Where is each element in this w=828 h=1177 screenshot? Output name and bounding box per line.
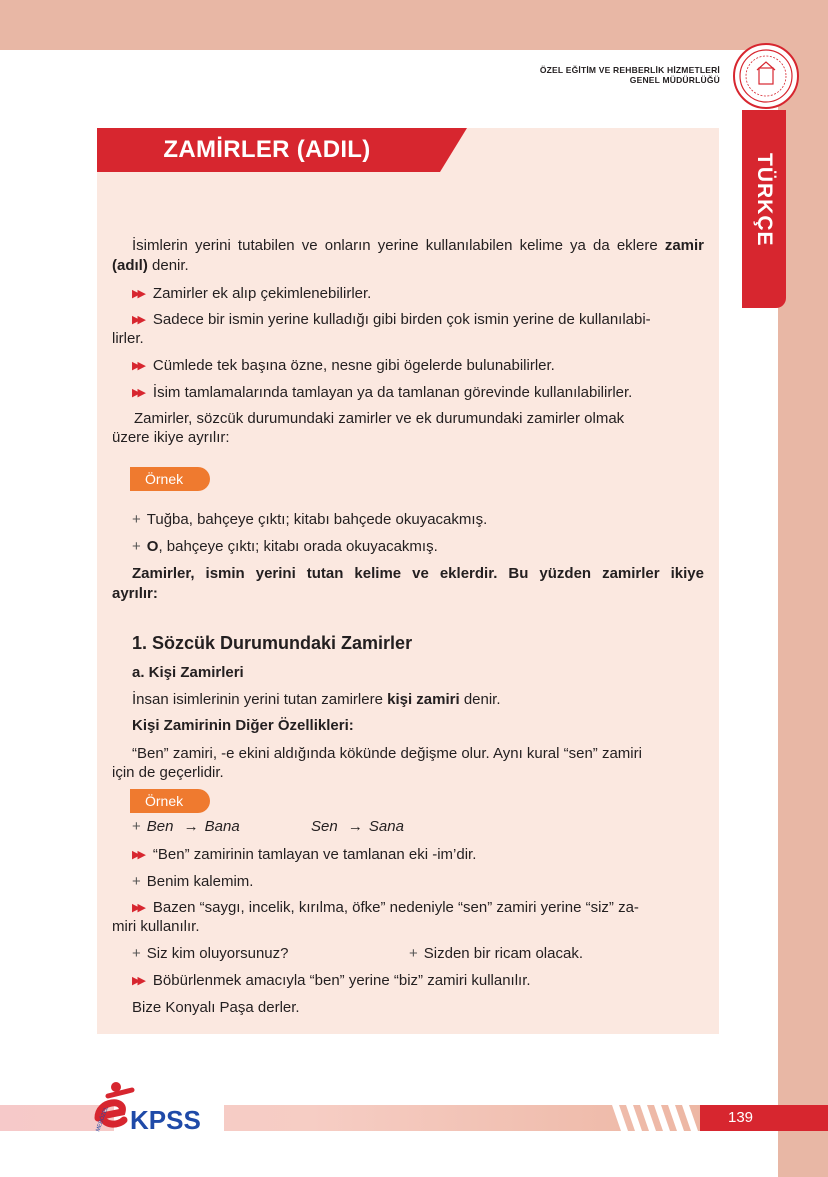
bullet-arrow-icon: ▶▶ <box>132 849 143 861</box>
bullet-item <box>132 356 555 376</box>
plus-icon: + <box>132 945 141 962</box>
bullet-text: Sadece bir ismin yerine kulladığı gibi birden çok ismin yerine de kullanılabi- <box>152 311 651 328</box>
org-line-1: ÖZEL EĞİTİM VE REHBERLİK HİZMETLERİ <box>539 65 720 75</box>
example-text: Tuğba, bahçeye çıktı; kitabı bahçede okuyacakmış. <box>146 511 488 528</box>
subsection-heading: a. Kişi Zamirleri <box>132 664 244 681</box>
bullet-text: İsim tamlamalarında tamlayan ya da tamlanan görevinde kullanılabilirler. <box>152 384 633 401</box>
example-text: Benim kalemim. <box>146 873 254 890</box>
definition-term: kişi zamiri <box>387 691 460 708</box>
example-text: Siz kim oluyorsunuz? <box>146 945 289 962</box>
definition-end: denir. <box>459 691 501 708</box>
subject-tab <box>742 110 786 308</box>
plus-icon: + <box>132 511 141 528</box>
page-title: ZAMİRLER (ADIL) <box>163 136 371 163</box>
bullet-item <box>132 845 476 865</box>
example-word: Ben <box>146 818 174 835</box>
example-word: Sana <box>368 818 404 835</box>
org-line-2: GENEL MÜDÜRLÜĞÜ <box>629 75 720 85</box>
bullet-text: “Ben” zamirinin tamlayan ve tamlanan eki -im’dir. <box>152 846 477 863</box>
example-item <box>311 817 404 837</box>
bullet-arrow-icon: ▶▶ <box>132 314 143 326</box>
paragraph-line: için de geçerlidir. <box>112 764 224 781</box>
paragraph-line: Zamirler, sözcük durumundaki zamirler ve ek durumundaki zamirler olmak <box>134 410 625 427</box>
bold-paragraph <box>112 564 704 604</box>
paragraph-line: üzere ikiye ayrılır: <box>112 429 230 446</box>
example-item <box>132 817 240 837</box>
subject-label: TÜRKÇE <box>753 153 776 247</box>
bullet-item <box>132 284 371 304</box>
page-number-box <box>700 1105 828 1131</box>
bullet-item <box>132 971 531 991</box>
bullet-text: Cümlede tek başına özne, nesne gibi ögelerde bulunabilirler. <box>152 357 555 374</box>
bullet-text: Bazen “saygı, incelik, kırılma, öfke” nedeniyle “sen” zamiri yerine “siz” za- <box>152 899 639 916</box>
example-item <box>132 537 438 557</box>
bold-line: ayrılır: <box>112 585 158 602</box>
example-item <box>132 872 253 892</box>
plus-icon: + <box>132 818 141 835</box>
bullet-text: Böbürlenmek amacıyla “ben” yerine “biz” zamiri kullanılır. <box>152 972 531 989</box>
intro-end: denir. <box>147 257 189 274</box>
plus-icon: + <box>409 945 418 962</box>
ekpss-logo-text: KPSS <box>130 1105 201 1135</box>
example-word: Bana <box>204 818 240 835</box>
bullet-arrow-icon: ▶▶ <box>132 975 143 987</box>
example-pronoun: O <box>146 538 159 555</box>
bullet-item <box>132 383 632 403</box>
section-heading: 1. Sözcük Durumundaki Zamirler <box>132 633 413 653</box>
example-badge: Örnek <box>130 467 210 491</box>
bullet-arrow-icon: ▶▶ <box>132 387 143 399</box>
example-badge: Örnek <box>130 789 210 813</box>
paragraph-line: “Ben” zamiri, -e ekini aldığında kökünde değişme olur. Aynı kural “sen” zamiri <box>132 745 642 762</box>
bold-line: Zamirler, ismin yerini tutan kelime ve eklerdir. Bu yüzden zamirler ikiye <box>132 565 704 582</box>
plus-icon: + <box>132 538 141 555</box>
bullet-item <box>132 310 651 330</box>
footer-stripes <box>606 1105 706 1131</box>
bullet-arrow-icon: ▶▶ <box>132 288 143 300</box>
example-text: , bahçeye çıktı; kitabı orada okuyacakmış. <box>158 538 438 555</box>
bullet-arrow-icon: ▶▶ <box>132 902 143 914</box>
example-item <box>409 944 583 964</box>
example-item <box>132 510 487 530</box>
ekpss-logo <box>88 1078 228 1138</box>
bullet-text: Zamirler ek alıp çekimlenebilirler. <box>152 285 372 302</box>
example-word: Sen <box>311 818 338 835</box>
ekpss-logo-small-text: MEBÖZEL <box>95 1105 110 1133</box>
bullet-continuation: miri kullanılır. <box>112 918 200 935</box>
top-band <box>0 0 828 50</box>
arrow-icon: → <box>347 818 363 835</box>
org-name <box>540 65 720 85</box>
example-item <box>132 944 289 964</box>
intro-text: İsimlerin yerini tutabilen ve onların yerine kullanılabilen kelime ya da eklere <box>132 237 665 254</box>
bullet-continuation: lirler. <box>112 330 144 347</box>
plus-icon: + <box>132 873 141 890</box>
arrow-icon: → <box>183 818 199 835</box>
example-text: Sizden bir ricam olacak. <box>423 945 583 962</box>
example-text: Bize Konyalı Paşa derler. <box>132 999 300 1016</box>
intro-paragraph <box>112 236 704 276</box>
definition <box>132 690 501 710</box>
other-features-heading: Kişi Zamirinin Diğer Özellikleri: <box>132 717 354 734</box>
bullet-arrow-icon: ▶▶ <box>132 360 143 372</box>
ministry-seal-icon <box>732 42 800 110</box>
page-number: 139 <box>728 1109 754 1126</box>
definition-text: İnsan isimlerinin yerini tutan zamirlere <box>132 691 388 708</box>
bullet-item <box>132 898 639 918</box>
intro-term: zamir (adıl) <box>112 237 704 274</box>
